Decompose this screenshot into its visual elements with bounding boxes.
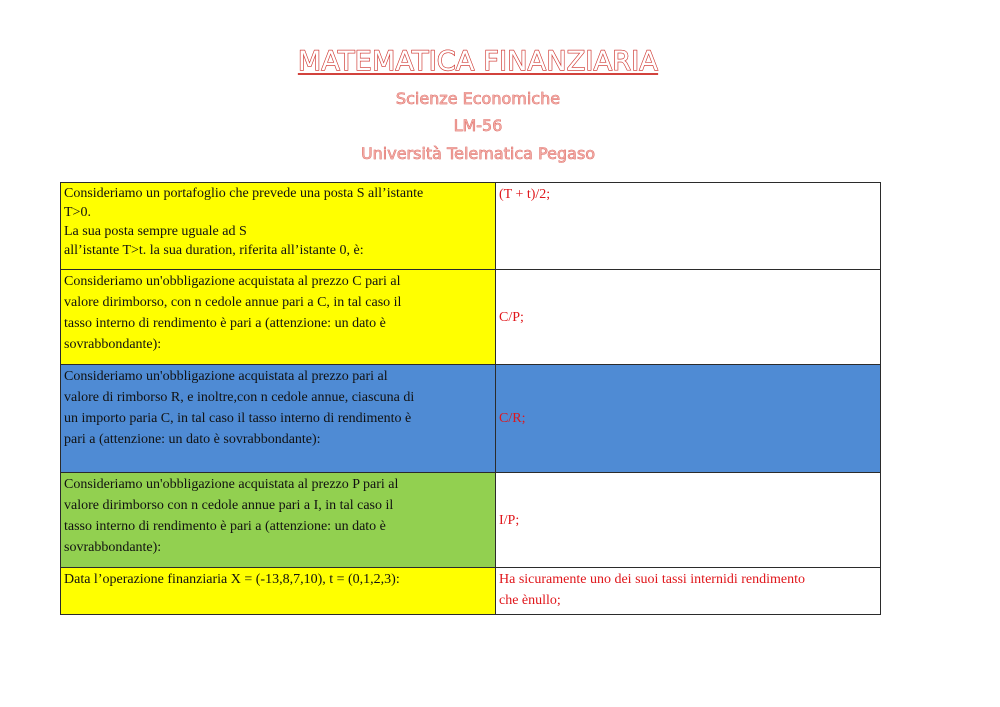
course-name: Scienze Economiche xyxy=(395,89,561,108)
question-line: tasso interno di rendimento è pari a (attenzione: un dato è xyxy=(64,316,386,331)
question-line: Consideriamo un'obbligazione acquistata al prezzo pari al xyxy=(64,369,388,384)
table-row xyxy=(61,183,881,270)
course-code: LM-56 xyxy=(453,116,503,135)
table-row xyxy=(61,473,881,568)
question-line: La sua posta sempre uguale ad S xyxy=(64,224,247,239)
table-row xyxy=(61,365,881,473)
answer-line: Ha sicuramente uno dei suoi tassi internidi rendimento xyxy=(499,572,805,587)
answer-cell: C/R; xyxy=(496,365,881,473)
question-line: tasso interno di rendimento è pari a (attenzione: un dato è xyxy=(64,519,386,534)
table-row xyxy=(61,270,881,365)
question-answer-table xyxy=(60,182,881,615)
question-line: sovrabbondante): xyxy=(64,540,162,555)
question-cell xyxy=(61,365,496,473)
table-row xyxy=(61,568,881,615)
answer-cell xyxy=(496,568,881,615)
question-line: valore di rimborso R, e inoltre,con n cedole annue, ciascuna di xyxy=(64,390,415,405)
question-cell xyxy=(61,183,496,270)
answer-line: che ènullo; xyxy=(499,593,561,608)
question-line: sovrabbondante): xyxy=(64,337,162,352)
university-name: Università Telematica Pegaso xyxy=(360,144,596,163)
question-cell xyxy=(61,568,496,615)
answer-cell: I/P; xyxy=(496,473,881,568)
question-line: un importo paria C, in tal caso il tasso interno di rendimento è xyxy=(64,411,412,426)
answer-cell: (T + t)/2; xyxy=(496,183,881,270)
question-cell xyxy=(61,270,496,365)
question-line: Data l’operazione finanziaria X = (-13,8,7,10), t = (0,1,2,3): xyxy=(64,572,400,587)
question-line: all’istante T>t. la sua duration, riferita all’istante 0, è: xyxy=(64,243,364,258)
question-line: Consideriamo un'obbligazione acquistata al prezzo C pari al xyxy=(64,274,401,289)
answer-cell: C/P; xyxy=(496,270,881,365)
page-title: MATEMATICA FINANZIARIA xyxy=(297,46,659,77)
question-cell xyxy=(61,473,496,568)
question-line: Consideriamo un portafoglio che prevede una posta S all’istante xyxy=(64,186,424,201)
question-line: pari a (attenzione: un dato è sovrabbondante): xyxy=(64,432,321,447)
question-line: T>0. xyxy=(64,205,91,220)
question-line: valore dirimborso, con n cedole annue pari a C, in tal caso il xyxy=(64,295,402,310)
question-line: Consideriamo un'obbligazione acquistata al prezzo P pari al xyxy=(64,477,399,492)
question-line: valore dirimborso con n cedole annue pari a I, in tal caso il xyxy=(64,498,394,513)
